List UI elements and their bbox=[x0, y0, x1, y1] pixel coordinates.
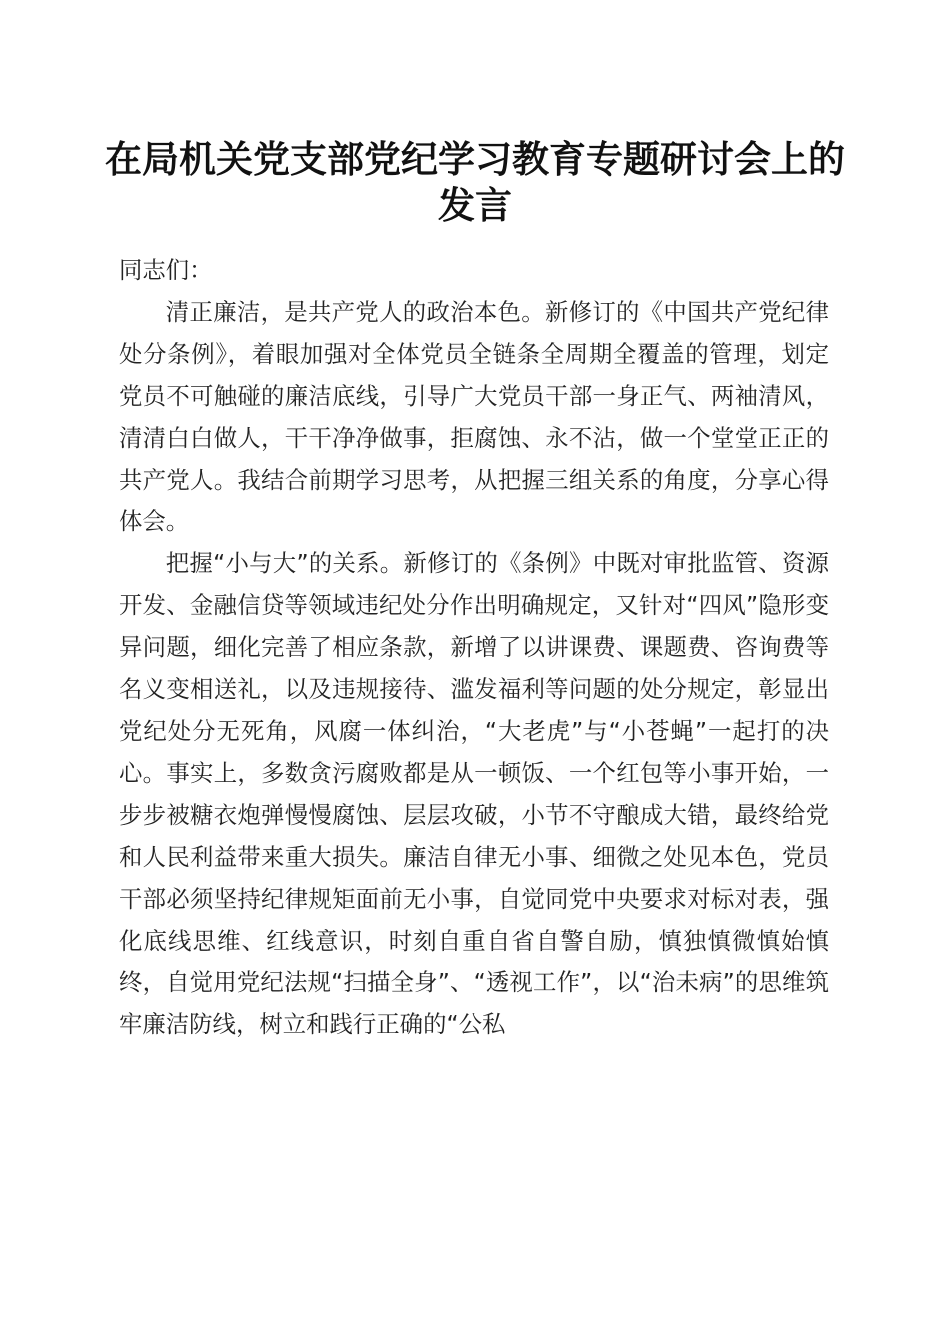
document-title: 在局机关党支部党纪学习教育专题研讨会上的发言 bbox=[105, 137, 845, 227]
paragraph-2: 把握“小与大”的关系。新修订的《条例》中既对审批监管、资源开发、金融信贷等领域违纪处分作出明确规定，又针对“四风”隐形变异问题，细化完善了相应条款，新增了以讲课费、课题费、咨询费等名义变相送礼，以及违规接待、滥发福利等问题的处分规定，彰显出党纪处分无死角，风腐一体纠治，“大老虎”与“小苍蝇”一起打的决心。事实上，多数贪污腐败都是从一顿饭、一个红包等小事开始，一步步被糖衣炮弹慢慢腐蚀、层层攻破，小节不守酿成大错，最终给党和人民利益带来重大损失。廉洁自律无小事、细微之处见本色，党员干部必须坚持纪律规矩面前无小事，自觉同党中央要求对标对表，强化底线思维、红线意识，时刻自重自省自警自励，慎独慎微慎始慎终，自觉用党纪法规“扫描全身”、“透视工作”，以“治未病”的思维筑牢廉洁防线，树立和践行正确的“公私 bbox=[119, 549, 829, 1039]
document-body bbox=[119, 250, 829, 1046]
salutation: 同志们： bbox=[119, 256, 213, 284]
paragraph-1: 清正廉洁，是共产党人的政治本色。新修订的《中国共产党纪律处分条例》，着眼加强对全体党员全链条全周期全覆盖的管理，划定党员不可触碰的廉洁底线，引导广大党员干部一身正气、两袖清风，清清白白做人，干干净净做事，拒腐蚀、永不沾，做一个堂堂正正的共产党人。我结合前期学习思考，从把握三组关系的角度，分享心得体会。 bbox=[119, 297, 829, 536]
